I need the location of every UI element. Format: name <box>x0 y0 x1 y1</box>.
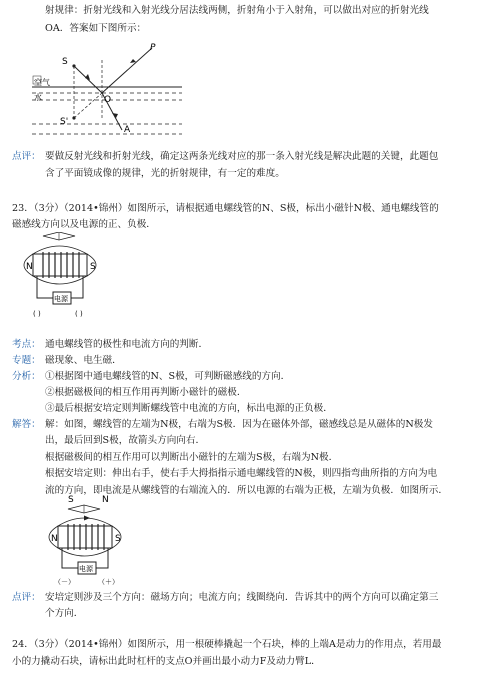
dianping-1-line-1: 要做反射光线和折射光线，确定这两条光线对应的那一条入射光线是解决此题的关键，此题包 <box>45 151 439 162</box>
solenoid-question-figure <box>5 232 145 322</box>
kaodian-label: 考点： <box>12 339 41 350</box>
refraction-figure <box>30 40 220 145</box>
battery-label: 电源 <box>54 295 68 303</box>
kaodian-text: 通电螺线管的极性和电流方向的判断． <box>45 339 209 350</box>
dianping-label-1: 点评： <box>12 151 41 162</box>
fenxi-line-1: ①根据图中通电螺线管的N、S极，可判断磁感线的方向． <box>45 371 291 382</box>
jieda-line-5: 流的方向，即电流是从螺线管的右端流入的．所以电源的右端为正极，左端为负极．如图所示． <box>45 485 448 496</box>
question-24-line-1: 24．（3分）（2014•锦州）如图所示，用一根硬棒撬起一个石块，棒的上端A是动力的作用点，若用最 <box>12 639 442 650</box>
fenxi-line-3: ③最后根据安培定则判断螺线管中电流的方向，标出电源的正负极． <box>45 403 333 414</box>
label-air: 空气 <box>34 78 50 87</box>
pole-s: S <box>115 534 121 544</box>
intro-line-2: OA．答案如下图所示： <box>45 23 147 34</box>
dianping-2-line-2: 个方向． <box>45 608 84 619</box>
pole-n: N <box>51 534 58 544</box>
zhuanti-text: 磁现象、电生磁． <box>45 355 122 366</box>
jieda-line-1: 解：如图，螺线管的左端为N极，右端为S极．因为在磁体外部，磁感线总是从磁体的N极发 <box>45 419 433 430</box>
needle-n: N <box>102 495 109 505</box>
positive-terminal: （＋） <box>98 578 119 586</box>
needle-s: S <box>68 495 74 505</box>
jieda-line-4: 根据安培定则：伸出右手，使右手大拇指指示通电螺线管的N极，则四指弯曲所指的方向为电 <box>45 468 438 479</box>
jieda-line-3: 根据磁极间的相互作用可以判断出小磁针的左端为S极，右端为N极． <box>45 452 339 463</box>
label-s: S <box>62 57 68 67</box>
jieda-label: 解答： <box>12 419 41 430</box>
label-p: P <box>150 43 156 53</box>
label-o: O <box>104 95 112 105</box>
battery-label: 电源 <box>79 565 93 573</box>
solenoid-answer-figure <box>30 492 170 587</box>
label-water: 水 <box>34 93 42 102</box>
label-a: A <box>124 125 131 135</box>
dianping-1-line-2: 含了平面镜成像的规律，光的折射规律，有一定的难度。 <box>45 168 285 179</box>
negative-terminal: （－） <box>54 578 75 586</box>
question-24-line-2: 小的力撬动石块，请标出此时杠杆的支点O并画出最小动力F及动力臂L． <box>12 656 321 667</box>
fenxi-label: 分析： <box>12 371 41 382</box>
dianping-2-line-1: 安培定则涉及三个方向：磁场方向；电流方向；线圈绕向．告诉其中的两个方向可以确定第三 <box>45 592 439 603</box>
intro-line-1: 射规律：折射光线和入射光线分居法线两侧，折射角小于入射角，可以做出对应的折射光线 <box>45 5 429 16</box>
pole-s: S <box>90 262 96 272</box>
jieda-line-2: 出，最后回到S极，故箭头方向向右． <box>45 435 206 446</box>
pole-n: N <box>26 262 33 272</box>
question-23-line-1: 23．（3分）（2014•锦州）如图所示，请根据通电螺线管的N、S极，标出小磁针N极、通电螺线管的 <box>12 203 439 214</box>
zhuanti-label: 专题： <box>12 355 41 366</box>
question-23-line-2: 磁感线方向以及电源的正、负极． <box>12 219 156 230</box>
left-terminal: ( ) <box>33 310 41 318</box>
right-terminal: ( ) <box>75 310 83 318</box>
fenxi-line-2: ②根据磁极间的相互作用再判断小磁针的磁极． <box>45 387 247 398</box>
dianping-label-2: 点评： <box>12 592 41 603</box>
label-s-image: S' <box>60 117 69 127</box>
